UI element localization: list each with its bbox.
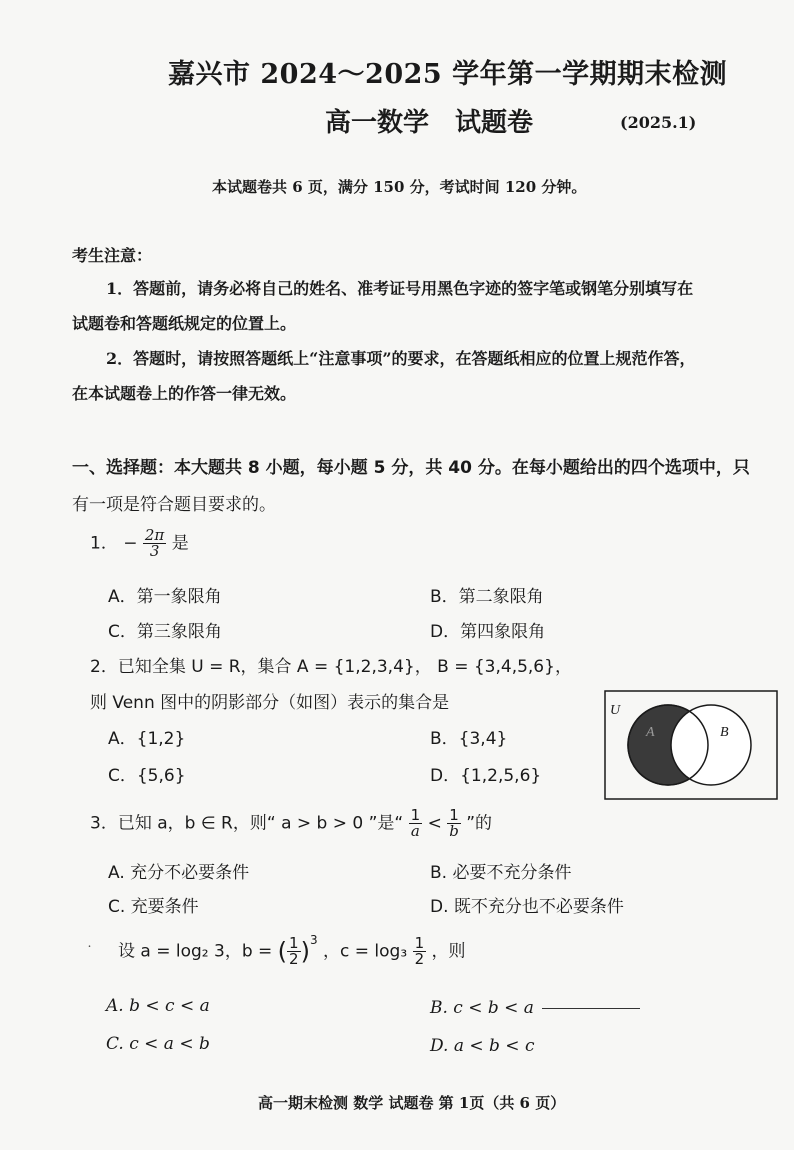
venn-diagram <box>604 690 778 800</box>
stray-mark: ˙ <box>86 944 93 960</box>
q2-option-d: D．{1,2,5,6} <box>430 766 542 786</box>
question-4-half-2 <box>413 936 427 967</box>
question-1-fraction-num: 2π <box>144 526 165 544</box>
q2-option-a: A．{1,2} <box>108 729 186 749</box>
question-1-fraction-den: 3 <box>149 542 160 560</box>
exam-title: 嘉兴市 2024～2025 学年第一学期期末检测 <box>168 59 728 90</box>
question-4 <box>118 932 466 968</box>
page-footer: 高一期末检测 数学 试题卷 第 1页（共 6 页） <box>258 1094 566 1112</box>
notice-item-2-line-1: 2．答题时，请按照答题纸上“注意事项”的要求，在答题纸相应的位置上规范作答， <box>106 349 696 368</box>
section-1-heading-cont: 有一项是符合题目要求的。 <box>72 495 276 515</box>
subject-label: 高一数学 <box>325 108 430 138</box>
question-4-half-num: 1 <box>289 934 299 952</box>
exam-info: 本试题卷共 6 页，满分 150 分，考试时间 120 分钟。 <box>212 178 587 196</box>
question-2-line-2: 则 Venn 图中的阴影部分（如图）表示的集合是 <box>90 693 450 713</box>
question-4-post: ，则 <box>431 941 466 962</box>
question-4-lparen: ( <box>277 937 288 966</box>
question-3 <box>90 808 492 839</box>
question-4-pre: 设 a = log₂ 3，b = <box>118 941 278 962</box>
q1-option-d: D．第四象限角 <box>430 622 546 642</box>
q1-option-a: A．第一象限角 <box>108 587 222 607</box>
question-4-rparen: ) <box>300 937 310 966</box>
notice-heading: 考生注意： <box>72 246 153 265</box>
paper-label: 试题卷 <box>455 108 534 138</box>
scribble-line <box>542 1008 640 1009</box>
exam-subtitle <box>325 102 533 139</box>
q3-option-b: B. 必要不充分条件 <box>430 863 572 883</box>
q4-option-a: A. b < c < a <box>106 996 210 1016</box>
q4-option-b: B. c < b < a <box>430 998 534 1018</box>
q3-option-d: D. 既不充分也不必要条件 <box>430 897 624 917</box>
section-1-heading: 一、选择题：本大题共 8 小题，每小题 5 分，共 40 分。在每小题给出的四个选项中，只 <box>72 458 750 478</box>
question-3-f2-den: b <box>449 822 459 840</box>
q4-option-c: C. c < a < b <box>106 1034 210 1054</box>
q1-option-b: B．第二象限角 <box>430 587 544 607</box>
question-1-number: 1． <box>90 533 118 554</box>
question-3-pre: 3．已知 a，b ∈ R，则“ a > b > 0 ”是“ <box>90 813 404 834</box>
question-4-half2-den: 2 <box>414 950 425 968</box>
notice-item-1-line-1: 1．答题前，请务必将自己的姓名、准考证号用黑色字迹的签字笔或钢笔分别填写在 <box>106 279 694 298</box>
venn-label-u: U <box>610 703 621 718</box>
question-3-f2-num: 1 <box>447 808 461 824</box>
venn-label-b: B <box>720 725 729 740</box>
q3-option-a: A. 充分不必要条件 <box>108 863 250 883</box>
question-3-f1-den: a <box>410 822 420 840</box>
question-1 <box>90 528 189 559</box>
q4-option-d: D. a < b < c <box>430 1036 535 1056</box>
question-3-fraction-2 <box>447 808 461 839</box>
question-4-half <box>287 936 301 967</box>
q2-option-c: C．{5,6} <box>108 766 186 786</box>
question-1-fraction <box>143 528 166 559</box>
question-4-exponent: 3 <box>309 932 318 947</box>
notice-item-2-line-2: 在本试题卷上的作答一律无效。 <box>72 384 297 403</box>
question-4-mid: ，c = log₃ <box>323 941 408 962</box>
notice-item-1-line-2: 试题卷和答题纸规定的位置上。 <box>72 314 297 333</box>
question-3-fraction-1 <box>409 808 423 839</box>
question-3-lt: < <box>427 813 442 834</box>
question-1-text: 是 <box>171 533 189 554</box>
question-3-f1-num: 1 <box>410 806 421 824</box>
question-1-neg: − <box>123 533 138 554</box>
question-4-half-den: 2 <box>289 950 299 968</box>
q3-option-c: C. 充要条件 <box>108 897 199 917</box>
venn-set-b-circle <box>671 705 751 785</box>
question-2-line-1: 2．已知全集 U = R，集合 A = {1,2,3,4}， B = {3,4,5,6}， <box>90 657 572 677</box>
q1-option-c: C．第三象限角 <box>108 622 222 642</box>
question-4-half2-num: 1 <box>414 934 425 952</box>
venn-label-a: A <box>646 725 655 740</box>
q2-option-b: B．{3,4} <box>430 729 508 749</box>
exam-date: (2025.1) <box>620 113 697 132</box>
question-3-post: ”的 <box>466 813 493 834</box>
